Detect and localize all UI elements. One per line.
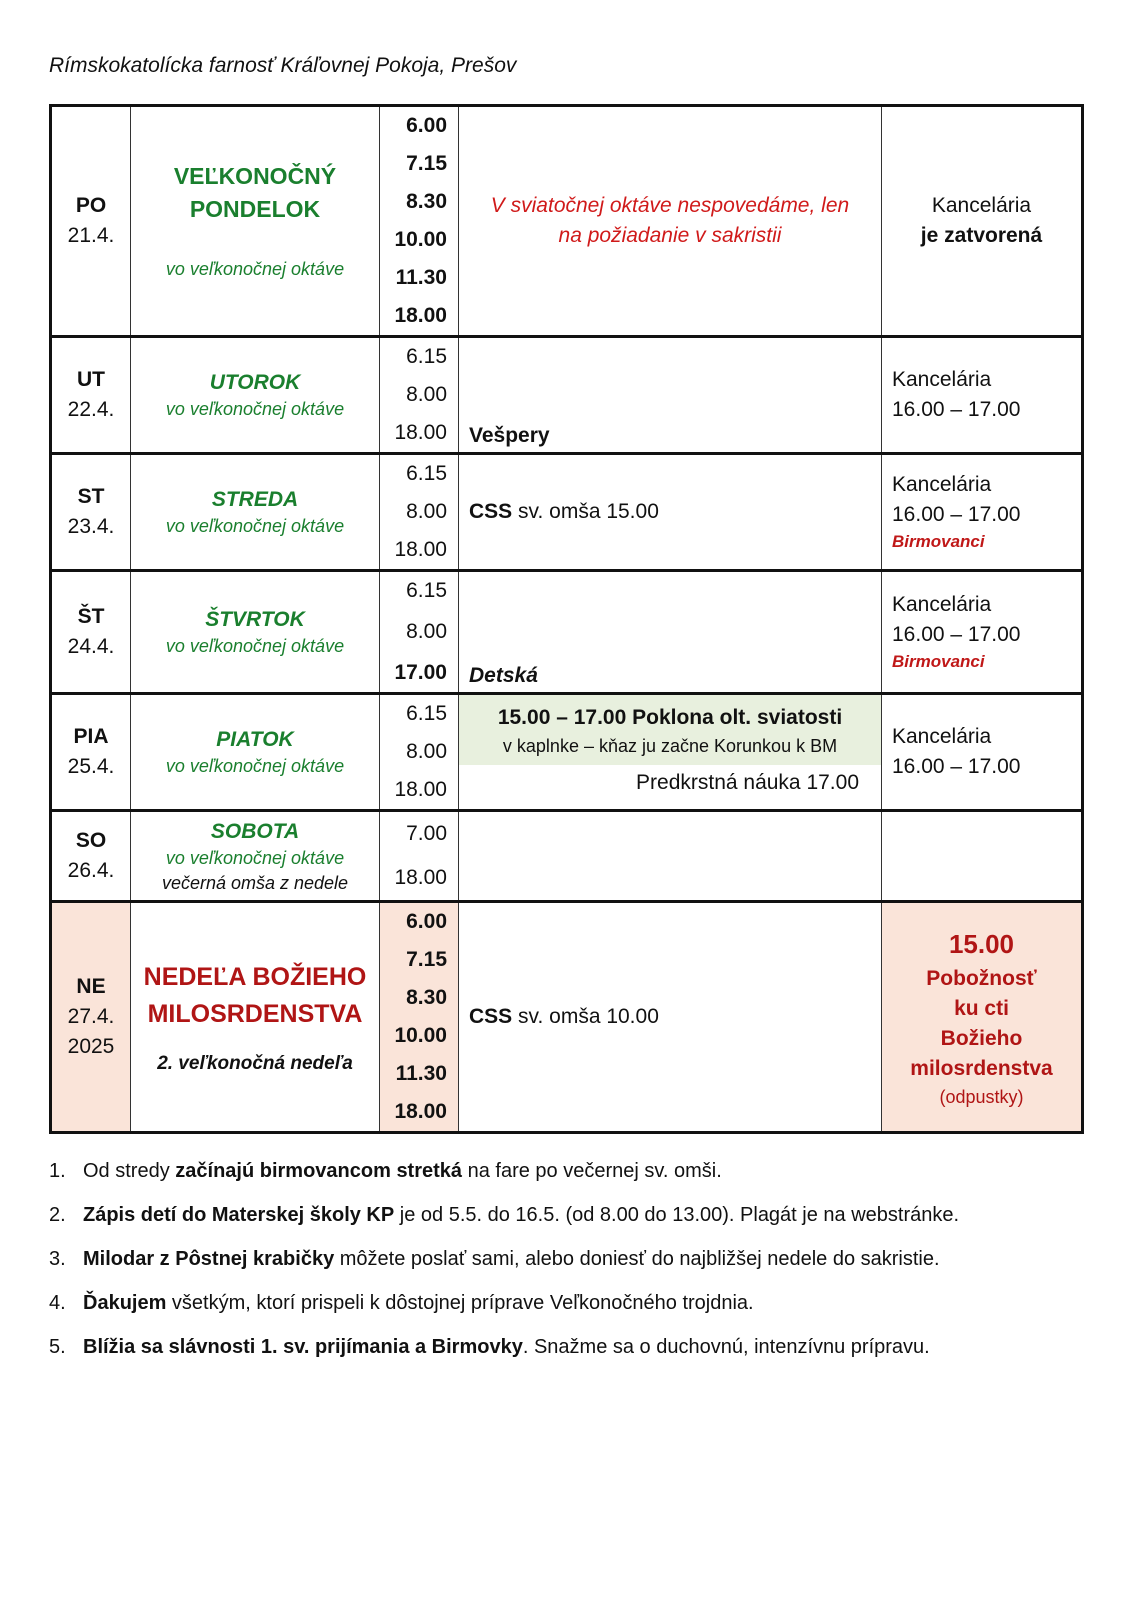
mass-time: 18.00 bbox=[394, 778, 447, 801]
day-name-cell bbox=[131, 694, 380, 811]
office-label: Kancelária bbox=[892, 725, 992, 748]
mass-time: 8.00 bbox=[406, 740, 447, 763]
adoration-title: 15.00 – 17.00 Poklona olt. sviatosti bbox=[497, 706, 843, 729]
baptism-prep-note: Predkrstná náuka 17.00 bbox=[636, 771, 859, 794]
mass-times bbox=[380, 454, 459, 571]
item-number: 1. bbox=[49, 1160, 66, 1182]
day-cell bbox=[51, 902, 131, 1133]
office-label: Kancelária bbox=[931, 194, 1032, 217]
day-date: 25.4. bbox=[67, 755, 115, 778]
item-number: 3. bbox=[49, 1248, 66, 1270]
day-abbr: NE bbox=[76, 975, 106, 998]
day-name-cell bbox=[131, 106, 380, 337]
announcement-item bbox=[49, 1149, 1089, 1193]
announcements-list bbox=[49, 1149, 1089, 1369]
day-name-cell bbox=[131, 902, 380, 1133]
note-cell bbox=[459, 106, 882, 337]
day-name: SOBOTA bbox=[210, 819, 300, 843]
day-name-cell bbox=[131, 811, 380, 902]
text: všetkým, ktorí prispeli k dôstojnej príprave Veľkonočného trojdnia. bbox=[166, 1292, 754, 1314]
day-date: 22.4. bbox=[67, 398, 115, 421]
vespers-note: Vešpery bbox=[469, 424, 550, 447]
note-cell bbox=[459, 454, 882, 571]
schedule-row-monday bbox=[51, 106, 1083, 337]
mass-time: 6.15 bbox=[406, 579, 447, 602]
announcement-item bbox=[49, 1237, 1089, 1281]
day-cell bbox=[51, 571, 131, 694]
mass-time: 18.00 bbox=[394, 538, 447, 561]
mass-time: 10.00 bbox=[394, 228, 447, 251]
day-abbr: ŠT bbox=[77, 605, 105, 628]
day-abbr: SO bbox=[75, 829, 107, 852]
mass-note: sv. omša 10.00 bbox=[518, 1005, 659, 1028]
mass-time: 8.30 bbox=[406, 986, 447, 1009]
devotion-cell bbox=[882, 902, 1083, 1133]
day-date: 27.4. bbox=[67, 1005, 115, 1028]
mass-time: 6.00 bbox=[406, 910, 447, 933]
day-date: 21.4. bbox=[67, 224, 115, 247]
day-cell bbox=[51, 337, 131, 454]
parish-header: Rímskokatolícka farnosť Kráľovnej Pokoja, Prešov bbox=[49, 54, 517, 77]
announcement-item bbox=[49, 1325, 1089, 1369]
note-cell bbox=[459, 694, 882, 811]
mass-time: 7.15 bbox=[406, 948, 447, 971]
schedule-row-tuesday bbox=[51, 337, 1083, 454]
day-cell bbox=[51, 694, 131, 811]
mass-time: 8.00 bbox=[406, 500, 447, 523]
day-name: STREDA bbox=[211, 487, 299, 511]
day-cell bbox=[51, 811, 131, 902]
text-bold: začínajú birmovancom stretká bbox=[175, 1160, 463, 1182]
day-name: PIATOK bbox=[216, 727, 294, 751]
mass-time: 18.00 bbox=[394, 304, 447, 327]
text-bold: Blížia sa slávnosti 1. sv. prijímania a Birmovky bbox=[83, 1336, 523, 1358]
mass-time: 8.00 bbox=[406, 620, 447, 643]
mass-time: 17.00 bbox=[394, 661, 447, 684]
mass-times bbox=[380, 337, 459, 454]
day-sub-evening: večerná omša z nedele bbox=[161, 872, 349, 893]
css-label: CSS bbox=[469, 500, 513, 523]
day-year: 2025 bbox=[67, 1035, 115, 1058]
office-hours: 16.00 – 17.00 bbox=[892, 398, 1021, 421]
note-cell bbox=[459, 811, 882, 902]
indulgence-note: (odpustky) bbox=[939, 1087, 1024, 1107]
office-cell bbox=[882, 694, 1083, 811]
mass-time: 6.00 bbox=[406, 114, 447, 137]
day-abbr: PIA bbox=[73, 725, 109, 748]
note-cell bbox=[459, 571, 882, 694]
mass-time: 6.15 bbox=[406, 345, 447, 368]
mass-time: 10.00 bbox=[394, 1024, 447, 1047]
text-bold: Zápis detí do Materskej školy KP bbox=[83, 1204, 395, 1226]
mass-times bbox=[380, 106, 459, 337]
note-cell bbox=[459, 337, 882, 454]
day-sub: vo veľkonočnej oktáve bbox=[165, 755, 345, 776]
mass-time: 18.00 bbox=[394, 866, 447, 889]
day-date: 24.4. bbox=[67, 635, 115, 658]
schedule-row-saturday bbox=[51, 811, 1083, 902]
schedule-row-wednesday bbox=[51, 454, 1083, 571]
office-hours: 16.00 – 17.00 bbox=[892, 755, 1021, 778]
office-label: Kancelária bbox=[892, 368, 992, 391]
text: Od stredy bbox=[83, 1160, 176, 1182]
day-name-line2: MILOSRDENSTVA bbox=[147, 1000, 363, 1028]
mass-times bbox=[380, 694, 459, 811]
office-cell bbox=[882, 571, 1083, 694]
day-sub: vo veľkonočnej oktáve bbox=[165, 398, 345, 419]
day-abbr: ST bbox=[77, 485, 105, 508]
item-number: 2. bbox=[49, 1204, 66, 1226]
item-number: 4. bbox=[49, 1292, 66, 1314]
mass-times bbox=[380, 571, 459, 694]
devotion-line: Pobožnosť bbox=[926, 967, 1037, 990]
childrens-mass-note: Detská bbox=[469, 664, 538, 687]
office-label: Kancelária bbox=[892, 473, 992, 496]
schedule-row-sunday bbox=[51, 902, 1083, 1133]
day-sub: vo veľkonočnej oktáve bbox=[165, 635, 345, 656]
mass-note: sv. omša 15.00 bbox=[518, 500, 659, 523]
day-sub: vo veľkonočnej oktáve bbox=[165, 847, 345, 868]
adoration-box bbox=[459, 695, 881, 765]
mass-time: 18.00 bbox=[394, 1100, 447, 1123]
text: na fare po večernej sv. omši. bbox=[462, 1160, 722, 1182]
text-bold: Milodar z Pôstnej krabičky bbox=[83, 1248, 335, 1270]
css-label: CSS bbox=[469, 1005, 513, 1028]
mass-times bbox=[380, 811, 459, 902]
day-name-line1: NEDEĽA BOŽIEHO bbox=[143, 963, 367, 991]
item-number: 5. bbox=[49, 1336, 66, 1358]
text: je od 5.5. do 16.5. (od 8.00 do 13.00). Plagát je na webstránke. bbox=[394, 1204, 960, 1226]
day-name-cell bbox=[131, 571, 380, 694]
day-name: VEĽKONOČNÝ PONDELOK bbox=[173, 163, 337, 222]
mass-time: 8.00 bbox=[406, 383, 447, 406]
confirmands-note: Birmovanci bbox=[892, 532, 985, 551]
confirmands-note: Birmovanci bbox=[892, 652, 985, 671]
day-sub: 2. veľkonočná nedeľa bbox=[157, 1053, 353, 1074]
mass-time: 6.15 bbox=[406, 702, 447, 725]
text-bold: Ďakujem bbox=[83, 1292, 167, 1314]
devotion-line: milosrdenstva bbox=[910, 1057, 1053, 1080]
mass-time: 8.30 bbox=[406, 190, 447, 213]
day-name-cell bbox=[131, 337, 380, 454]
devotion-line: ku cti bbox=[954, 997, 1009, 1020]
day-sub: vo veľkonočnej oktáve bbox=[165, 515, 345, 536]
announcement-item bbox=[49, 1193, 1089, 1237]
office-cell bbox=[882, 337, 1083, 454]
day-abbr: UT bbox=[77, 368, 105, 391]
day-sub: vo veľkonočnej oktáve bbox=[165, 259, 345, 279]
confession-note: V sviatočnej oktáve nespovedáme, len na požiadanie v sakristii bbox=[490, 194, 850, 247]
day-name-cell bbox=[131, 454, 380, 571]
day-name: UTOROK bbox=[209, 370, 301, 394]
day-name: ŠTVRTOK bbox=[205, 607, 305, 631]
day-abbr: PO bbox=[75, 194, 107, 217]
office-label: Kancelária bbox=[892, 593, 992, 616]
schedule-row-friday bbox=[51, 694, 1083, 811]
adoration-sub: v kaplnke – kňaz ju začne Korunkou k BM bbox=[502, 736, 838, 756]
office-cell bbox=[882, 454, 1083, 571]
mass-time: 6.15 bbox=[406, 462, 447, 485]
mass-time: 7.00 bbox=[406, 822, 447, 845]
schedule-row-thursday bbox=[51, 571, 1083, 694]
office-hours: je zatvorená bbox=[920, 224, 1043, 247]
office-hours: 16.00 – 17.00 bbox=[892, 503, 1021, 526]
office-hours: 16.00 – 17.00 bbox=[892, 623, 1021, 646]
mass-time: 11.30 bbox=[395, 1062, 447, 1085]
day-date: 26.4. bbox=[67, 859, 115, 882]
text: . Snažme sa o duchovnú, intenzívnu prípravu. bbox=[522, 1336, 930, 1358]
mass-time: 18.00 bbox=[394, 421, 447, 444]
schedule-table bbox=[49, 104, 1084, 1134]
mass-times bbox=[380, 902, 459, 1133]
devotion-line: Božieho bbox=[940, 1027, 1023, 1050]
devotion-time: 15.00 bbox=[948, 929, 1015, 959]
mass-time: 11.30 bbox=[395, 266, 447, 289]
note-cell bbox=[459, 902, 882, 1133]
day-date: 23.4. bbox=[67, 515, 115, 538]
announcement-item bbox=[49, 1281, 1089, 1325]
office-cell bbox=[882, 106, 1083, 337]
mass-time: 7.15 bbox=[406, 152, 447, 175]
office-cell bbox=[882, 811, 1083, 902]
day-cell bbox=[51, 454, 131, 571]
day-cell bbox=[51, 106, 131, 337]
text: môžete poslať sami, alebo doniesť do najbližšej nedele do sakristie. bbox=[334, 1248, 940, 1270]
